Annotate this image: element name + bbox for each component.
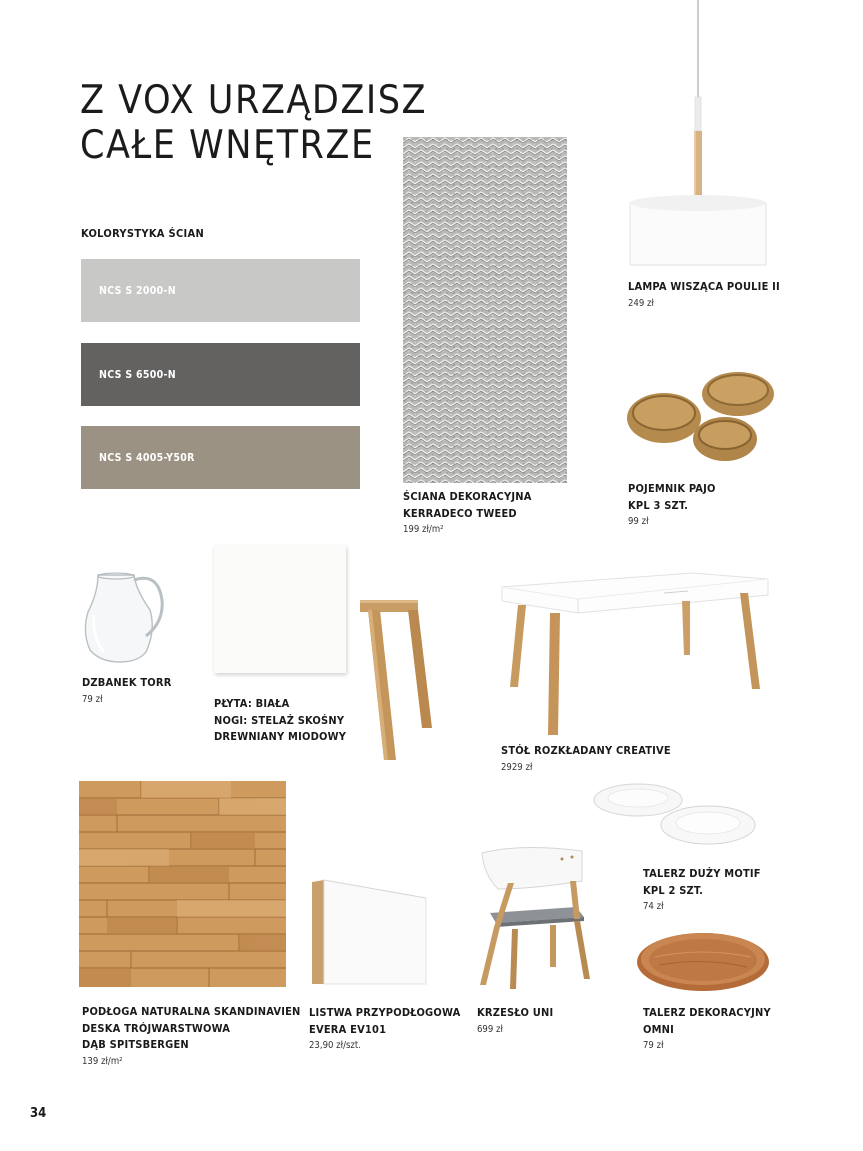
jug-caption bbox=[82, 675, 172, 707]
wall-colors-heading: KOLORYSTYKA ŚCIAN bbox=[81, 227, 205, 240]
product-name: LAMPA WISZĄCA POULIE II bbox=[628, 280, 780, 293]
product-price: 2929 zł bbox=[501, 761, 533, 773]
basket-caption bbox=[628, 481, 716, 529]
product-price: 699 zł bbox=[477, 1023, 503, 1035]
product-price: 249 zł bbox=[628, 297, 654, 309]
skirting-caption bbox=[309, 1005, 460, 1053]
tabletop-sample-image bbox=[214, 545, 346, 673]
skirting-image bbox=[310, 878, 428, 988]
wall-panel-caption bbox=[403, 489, 532, 537]
table-image bbox=[492, 555, 774, 741]
product-name: POJEMNIK PAJO bbox=[628, 482, 716, 495]
product-name: PŁYTA: BIAŁA bbox=[214, 697, 290, 710]
product-name: DZBANEK TORR bbox=[82, 676, 172, 689]
lamp-image bbox=[628, 0, 768, 270]
product-price: 199 zł/m² bbox=[403, 524, 444, 535]
plate-deco-image bbox=[635, 927, 771, 993]
title-line-2: CAŁE WNĘTRZE bbox=[80, 123, 375, 168]
product-name: PODŁOGA NATURALNA SKANDINAVIEN bbox=[82, 1005, 301, 1018]
product-name: EVERA EV101 bbox=[309, 1022, 387, 1036]
table-caption bbox=[501, 743, 671, 775]
product-name: LISTWA PRZYPODŁOGOWA bbox=[309, 1006, 461, 1019]
product-name: DESKA TRÓJWARSTWOWA bbox=[82, 1021, 231, 1035]
product-price: 139 zł/m² bbox=[82, 1055, 123, 1067]
product-name: ŚCIANA DEKORACYJNA bbox=[403, 490, 532, 503]
basket-image bbox=[626, 368, 778, 464]
tabletop-caption bbox=[214, 696, 346, 746]
product-name: DĄB SPITSBERGEN bbox=[82, 1038, 189, 1051]
jug-image bbox=[80, 570, 166, 665]
product-name: NOGI: STELAŻ SKOŚNY bbox=[214, 713, 345, 727]
plate-deco-caption bbox=[643, 1005, 771, 1053]
plate-large-image bbox=[592, 780, 760, 848]
floor-image bbox=[79, 781, 286, 987]
product-name: KRZESŁO UNI bbox=[477, 1006, 554, 1019]
color-swatch-label: NCS S 6500-N bbox=[99, 368, 176, 381]
color-swatch-label: NCS S 4005-Y50R bbox=[99, 451, 195, 464]
plate-large-caption bbox=[643, 866, 761, 914]
chair-image bbox=[472, 845, 594, 991]
wall-panel-image bbox=[403, 137, 567, 483]
color-swatch-1 bbox=[81, 259, 360, 322]
page-title bbox=[80, 78, 427, 168]
floor-caption bbox=[82, 1004, 301, 1069]
page-number: 34 bbox=[30, 1106, 47, 1121]
color-swatch-2 bbox=[81, 343, 360, 406]
product-price: 79 zł bbox=[643, 1040, 664, 1051]
title-line-1: Z VOX URZĄDZISZ bbox=[80, 78, 428, 123]
product-name: STÓŁ ROZKŁADANY CREATIVE bbox=[501, 744, 671, 757]
product-name: KERRADECO TWEED bbox=[403, 506, 517, 520]
product-price: 23,90 zł/szt. bbox=[309, 1040, 361, 1051]
product-price: 74 zł bbox=[643, 901, 664, 912]
product-name: TALERZ DUŻY MOTIF bbox=[643, 867, 761, 880]
product-price: 79 zł bbox=[82, 693, 103, 705]
product-name: KPL 3 SZT. bbox=[628, 498, 689, 512]
color-swatch-label: NCS S 2000-N bbox=[99, 284, 176, 297]
product-price: 99 zł bbox=[628, 516, 649, 527]
leg-frame-image bbox=[358, 598, 434, 764]
product-name: TALERZ DEKORACYJNY bbox=[643, 1006, 771, 1019]
lamp-caption bbox=[628, 279, 780, 311]
color-swatch-3 bbox=[81, 426, 360, 489]
product-name: DREWNIANY MIODOWY bbox=[214, 730, 347, 743]
chair-caption bbox=[477, 1005, 553, 1037]
product-name: OMNI bbox=[643, 1022, 675, 1036]
product-name: KPL 2 SZT. bbox=[643, 883, 704, 897]
